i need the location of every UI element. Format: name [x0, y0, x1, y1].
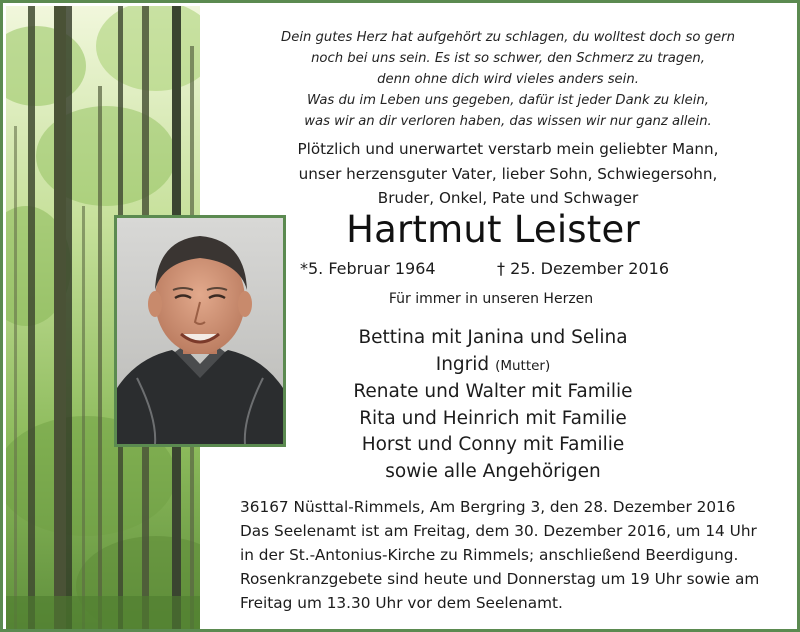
- funeral-details: [240, 495, 798, 615]
- announcement-line: Bruder, Onkel, Pate und Schwager: [377, 189, 639, 207]
- poem-line: Dein gutes Herz hat aufgehört zu schlagen, du wolltest doch so gern: [281, 30, 735, 45]
- poem-line: noch bei uns sein. Es ist so schwer, den Schmerz zu tragen,: [311, 51, 705, 66]
- mourner-line: Rita und Heinrich mit Familie: [359, 407, 627, 429]
- mourner-name: Ingrid: [435, 353, 490, 375]
- memorial-phrase: Für immer in unseren Herzen: [388, 291, 594, 307]
- poem: [218, 27, 798, 132]
- portrait-photo: [114, 215, 286, 447]
- details-line: Das Seelenamt ist am Freitag, dem 30. Dezember 2016, um 14 Uhr: [240, 522, 757, 540]
- mourner-relation: (Mutter): [495, 357, 551, 374]
- mourner-line: [293, 352, 693, 380]
- announcement-line: Plötzlich und unerwartet verstarb mein geliebter Mann,: [297, 140, 719, 158]
- details-line: Freitag um 13.30 Uhr vor dem Seelenamt.: [240, 594, 563, 612]
- mourner-line: Renate und Walter mit Familie: [353, 381, 633, 403]
- details-line: Rosenkranzgebete sind heute und Donnerstag um 19 Uhr sowie am: [240, 570, 760, 588]
- mourner-line: Horst und Conny mit Familie: [361, 434, 625, 456]
- poem-line: denn ohne dich wird vieles anders sein.: [377, 72, 639, 87]
- deceased-name: Hartmut Leister: [346, 208, 640, 251]
- announcement-line: unser herzensguter Vater, lieber Sohn, Schwiegersohn,: [298, 164, 718, 183]
- portrait-image: [117, 218, 283, 444]
- life-dates: [300, 259, 700, 278]
- mourner-line: Bettina mit Janina und Selina: [358, 327, 628, 348]
- death-date: † 25. Dezember 2016: [497, 259, 669, 278]
- mourner-line: sowie alle Angehörigen: [385, 460, 601, 482]
- poem-line: Was du im Leben uns gegeben, dafür ist jeder Dank zu klein,: [307, 93, 709, 108]
- details-line: 36167 Nüsttal-Rimmels, Am Bergring 3, den 28. Dezember 2016: [240, 498, 736, 516]
- mourners-list: [293, 325, 693, 486]
- birth-date: *5. Februar 1964: [300, 259, 436, 278]
- details-line: in der St.-Antonius-Kirche zu Rimmels; anschließend Beerdigung.: [240, 546, 739, 564]
- poem-line: was wir an dir verloren haben, das wissen wir nur ganz allein.: [304, 114, 712, 129]
- death-announcement: [218, 137, 798, 211]
